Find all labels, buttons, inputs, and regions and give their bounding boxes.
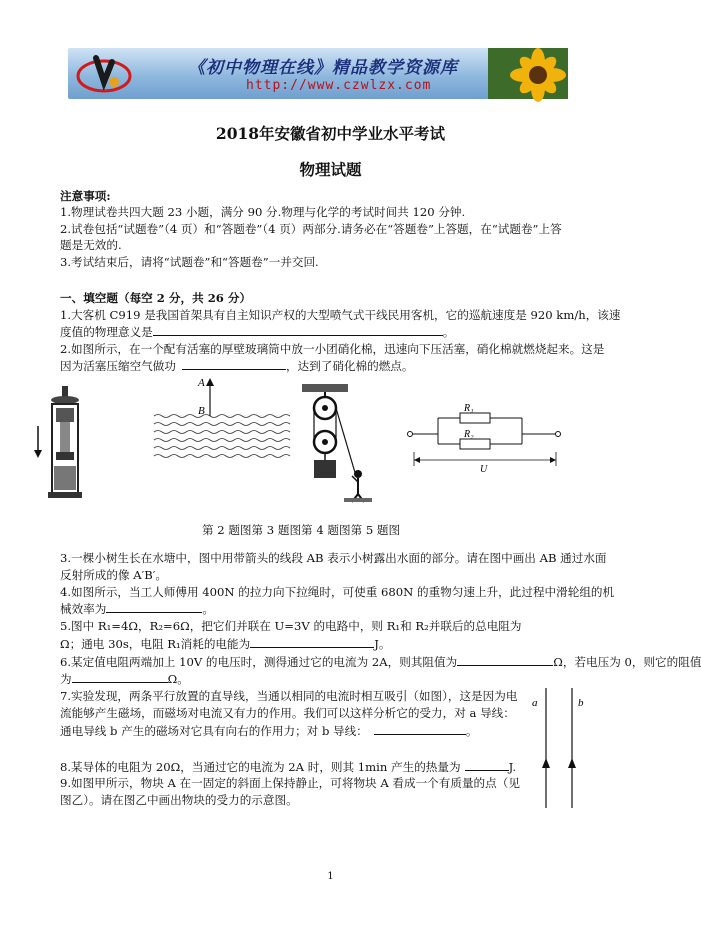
notice-line2a: 2.试卷包括“试题卷”（4 页）和“答题卷”（4 页）两部分.请务必在“答题卷”上答题，在“试题卷”上答 (60, 222, 562, 236)
exam-title: 2018年安徽省初中学业水平考试 (215, 124, 446, 143)
q1-text: 度值的物理意义是 (60, 325, 153, 339)
figure-4-pulley (300, 384, 375, 502)
q7-end: 。 (465, 724, 478, 738)
q4-answer-blank[interactable] (106, 600, 202, 613)
q6-end: Ω。 (167, 672, 189, 686)
figure-caption: 第 2 题图第 3 题图第 4 题图第 5 题图 (202, 523, 401, 537)
q5-text: Ω；通电 30s，电阻 R₁消耗的电能为 (60, 637, 251, 651)
q6-text-2: 为 (60, 672, 72, 686)
q6-line1 (60, 653, 701, 670)
banner-title: 《初中物理在线》精品教学资源库 (188, 58, 458, 78)
q5-line2 (60, 635, 390, 652)
q4-line1: 4.如图所示，当工人师傅用 400N 的拉力向下拉绳时，可使重 680N 的重物匀速上升，此过程中滑轮组的机 (60, 585, 615, 599)
section1-heading: 一、填空题（每空 2 分，共 26 分） (60, 291, 252, 305)
q4-line2 (60, 600, 214, 617)
q1-line2 (60, 323, 454, 340)
q7-line2: 流能够产生磁场，而磁场对电流又有力的作用。我们可以这样分析它的受力，对 a 导线： (60, 706, 515, 720)
q2-answer-blank[interactable] (182, 357, 286, 370)
q8-end: J. (508, 760, 517, 774)
fig5-label-r2: R₂ (464, 429, 474, 440)
q6-answer-blank-1[interactable] (457, 653, 553, 666)
q2-text: 因为活塞压缩空气做功 (60, 359, 176, 373)
q5-end: J。 (374, 637, 391, 651)
notice-line1: 1.物理试卷共四大题 23 小题，满分 90 分.物理与化学的考试时间共 120 分钟. (60, 205, 466, 219)
figure-3-water-tree (150, 376, 300, 464)
q8-text: 8.某导体的电阻为 20Ω，当通过它的电流为 2A 时，则其 1min 产生的热量为 (60, 760, 461, 774)
notice-line3: 3.考试结束后，请将“试题卷”和“答题卷”一并交回. (60, 255, 319, 269)
notice-heading: 注意事项: (60, 189, 111, 203)
figure-7-parallel-wires (522, 684, 592, 812)
q1-answer-blank[interactable] (153, 323, 443, 336)
logo-icon (74, 52, 134, 96)
q7-line3 (60, 722, 477, 739)
fig7-label-b: b (578, 697, 584, 709)
fig3-label-b: B (198, 405, 205, 417)
q3-line1: 3.一棵小树生长在水塘中，图中用带箭头的线段 AB 表示小树露出水面的部分。请在图中画出 AB 通过水面 (60, 551, 607, 565)
q8-line (60, 758, 516, 775)
banner-url[interactable]: http://www.czwlzx.com (246, 78, 432, 93)
page-number: 1 (327, 871, 334, 882)
fig5-label-u: U (480, 464, 488, 475)
exam-subtitle: 物理试题 (299, 160, 362, 179)
q7-text: 通电导线 b 产生的磁场对它具有向右的作用力；对 b 导线： (60, 724, 368, 738)
sunflower-icon (488, 48, 568, 99)
figure-5-parallel-circuit (400, 400, 570, 474)
q8-answer-blank[interactable] (465, 758, 509, 771)
q2-end: ，达到了硝化棉的燃点。 (285, 359, 414, 373)
q2-line1: 2.如图所示，在一个配有活塞的厚壁玻璃筒中放一小团硝化棉，迅速向下压活塞，硝化棉就燃烧起来。这是 (60, 342, 605, 356)
q5-answer-blank[interactable] (250, 635, 374, 648)
banner (68, 48, 568, 99)
q6-mid: Ω，若电压为 0，则它的阻值 (553, 655, 701, 669)
q7-answer-blank[interactable] (374, 722, 466, 735)
q6-line2 (60, 670, 189, 687)
notice-line2b: 题是无效的. (60, 238, 122, 252)
q2-line2 (60, 357, 414, 374)
fig7-label-a: a (532, 697, 538, 709)
q9-line2: 图乙）。请在图乙中画出物块的受力的示意图。 (60, 793, 298, 807)
q6-text: 6.某定值电阻两端加上 10V 的电压时，测得通过它的电流为 2A，则其阻值为 (60, 655, 458, 669)
q4-end: 。 (202, 602, 214, 616)
q3-line2: 反射所成的像 A′B′。 (60, 568, 167, 582)
q6-answer-blank-2[interactable] (72, 670, 168, 683)
q9-line1: 9.如图甲所示，物块 A 在一固定的斜面上保持静止，可将物块 A 看成一个有质量的点（见 (60, 776, 520, 790)
q1-end: 。 (442, 325, 455, 339)
q7-line1: 7.实验发现，两条平行放置的直导线，当通以相同的电流时相互吸引（如图），这是因为电 (60, 689, 518, 703)
q4-text: 械效率为 (60, 602, 107, 616)
q5-line1: 5.图中 R₁=4Ω，R₂=6Ω，把它们并联在 U=3V 的电路中，则 R₁和 R₂并联后的总电阻为 (60, 619, 522, 633)
q1-line1: 1.大客机 C919 是我国首架具有自主知识产权的大型喷气式干线民用客机，它的巡航速度是 920 km/h，该速 (60, 308, 621, 322)
fig3-label-a: A (198, 377, 205, 389)
figure-2-piston-cylinder (30, 386, 105, 504)
fig5-label-r1: R₁ (464, 403, 474, 414)
